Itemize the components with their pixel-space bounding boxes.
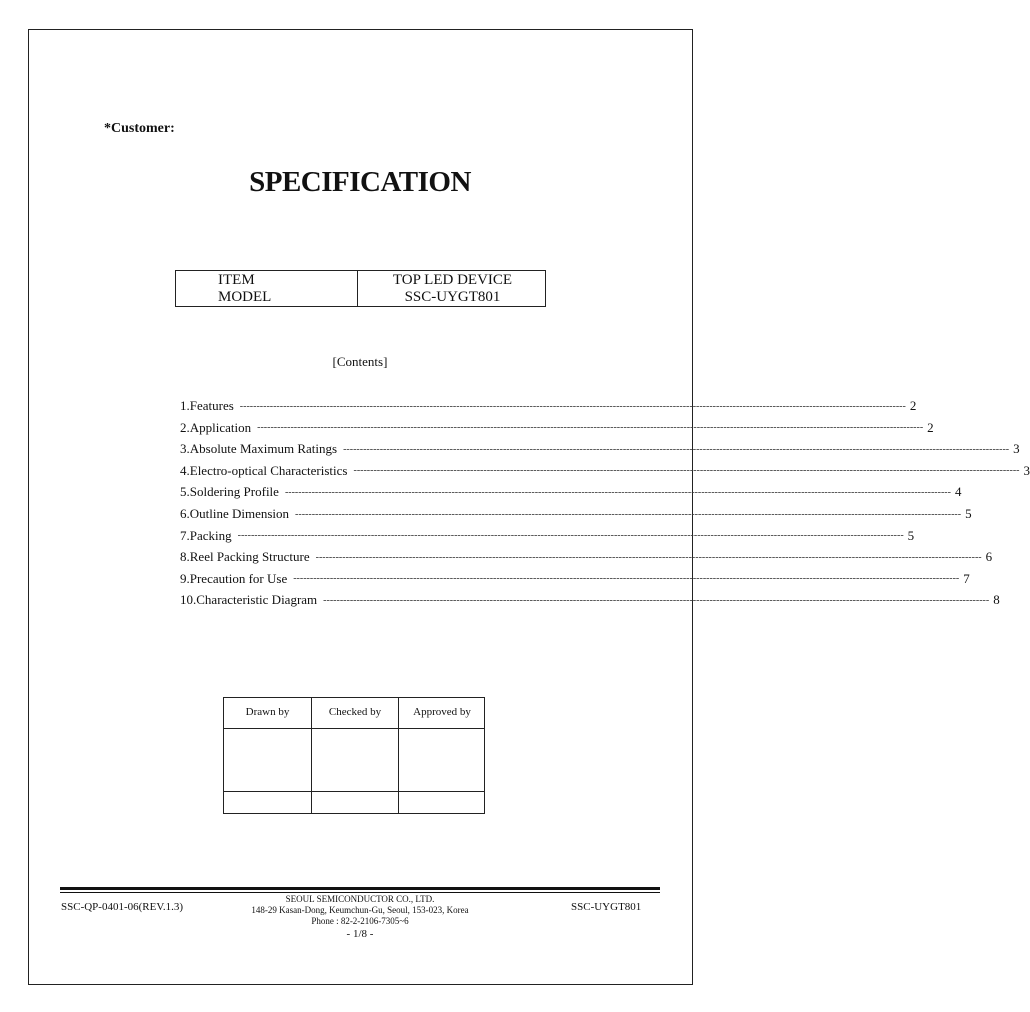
document-code: SSC-QP-0401-06(REV.1.3) — [61, 901, 184, 913]
toc-page: 2 — [909, 398, 917, 413]
toc-page: 2 — [927, 419, 934, 435]
toc-label: Features — [189, 398, 234, 413]
toc-number: 10. — [180, 592, 197, 608]
toc-item — [180, 396, 917, 416]
toc-number: 4. — [180, 462, 190, 478]
toc-page: 5 — [907, 527, 915, 543]
company-name: SEOUL SEMICONDUCTOR CO., LTD. — [285, 894, 435, 904]
approval-row-divider — [224, 728, 484, 729]
item-model-table — [175, 270, 546, 307]
toc-label: Soldering Profile — [189, 484, 279, 500]
toc-leader: -------------------------------------------------------------------------------------------------------------------------------------------------------------------------------------------------------- — [284, 486, 951, 498]
toc-item — [180, 504, 972, 524]
footer-model: SSC-UYGT801 — [571, 901, 642, 913]
toc-leader: -------------------------------------------------------------------------------------------------------------------------------------------------------------------------------------------------------- — [315, 551, 982, 563]
footer-rule-thin — [60, 892, 660, 893]
approved-by-header: Approved by — [413, 706, 471, 718]
footer-rule-thick — [60, 887, 660, 890]
toc-item — [180, 482, 962, 502]
toc-item — [180, 569, 970, 589]
toc-label: Outline Dimension — [189, 506, 290, 521]
toc-label: Packing — [189, 527, 232, 543]
checked-by-header: Checked by — [328, 706, 382, 718]
toc-item — [180, 590, 1000, 610]
company-info — [0, 894, 720, 941]
toc-number: 8. — [180, 549, 190, 565]
item-table-values — [358, 272, 547, 306]
item-table-labels — [218, 272, 271, 306]
toc-leader: -------------------------------------------------------------------------------------------------------------------------------------------------------------------------------------------------------- — [237, 530, 904, 542]
toc-number: 2. — [180, 419, 190, 435]
toc-label: Precaution for Use — [189, 570, 288, 586]
toc-page: 7 — [963, 570, 970, 586]
company-phone: Phone : 82-2-2106-7305~6 — [311, 916, 409, 926]
toc-page: 8 — [993, 592, 1000, 608]
toc-leader: -------------------------------------------------------------------------------------------------------------------------------------------------------------------------------------------------------- — [323, 594, 990, 606]
item-value: TOP LED DEVICE — [392, 272, 513, 288]
toc-leader: -------------------------------------------------------------------------------------------------------------------------------------------------------------------------------------------------------- — [239, 400, 906, 412]
toc-number: 9. — [180, 570, 190, 586]
toc-leader: -------------------------------------------------------------------------------------------------------------------------------------------------------------------------------------------------------- — [295, 508, 962, 520]
toc-item — [180, 439, 1020, 459]
toc-item — [180, 461, 1030, 481]
toc-label: Characteristic Diagram — [196, 592, 318, 608]
toc-number: 6. — [180, 506, 190, 521]
toc-number: 5. — [180, 484, 190, 500]
toc-leader: -------------------------------------------------------------------------------------------------------------------------------------------------------------------------------------------------------- — [257, 422, 924, 434]
document-title: SPECIFICATION — [249, 166, 471, 198]
toc-page: 4 — [954, 484, 962, 500]
toc-page: 5 — [965, 506, 972, 521]
toc-label: Absolute Maximum Ratings — [189, 441, 338, 457]
model-value: SSC-UYGT801 — [404, 289, 501, 305]
customer-label: *Customer: — [104, 121, 175, 136]
toc-leader: -------------------------------------------------------------------------------------------------------------------------------------------------------------------------------------------------------- — [293, 573, 960, 585]
toc-page: 3 — [1023, 462, 1030, 478]
company-address: 148-29 Kasan-Dong, Keumchun-Gu, Seoul, 153-023, Korea — [251, 905, 469, 915]
toc-page: 6 — [985, 549, 993, 565]
approval-table — [223, 697, 485, 814]
item-label: ITEM — [218, 272, 255, 288]
toc-item — [180, 526, 915, 546]
toc-leader: -------------------------------------------------------------------------------------------------------------------------------------------------------------------------------------------------------- — [353, 465, 1020, 477]
model-label: MODEL — [218, 289, 272, 305]
contents-heading: [Contents] — [332, 354, 388, 369]
drawn-by-header: Drawn by — [245, 706, 290, 718]
toc-item — [180, 418, 934, 438]
toc-number: 1. — [180, 398, 190, 413]
toc-leader: -------------------------------------------------------------------------------------------------------------------------------------------------------------------------------------------------------- — [343, 443, 1010, 455]
toc-number: 3. — [180, 441, 190, 457]
toc-number: 7. — [180, 527, 190, 543]
approval-row-divider — [224, 791, 484, 792]
toc-label: Electro-optical Characteristics — [189, 462, 348, 478]
toc-label: Reel Packing Structure — [189, 549, 310, 565]
toc-page: 3 — [1013, 441, 1020, 457]
toc-label: Application — [189, 419, 252, 435]
toc-item — [180, 547, 993, 567]
page-number: - 1/8 - — [346, 928, 374, 940]
